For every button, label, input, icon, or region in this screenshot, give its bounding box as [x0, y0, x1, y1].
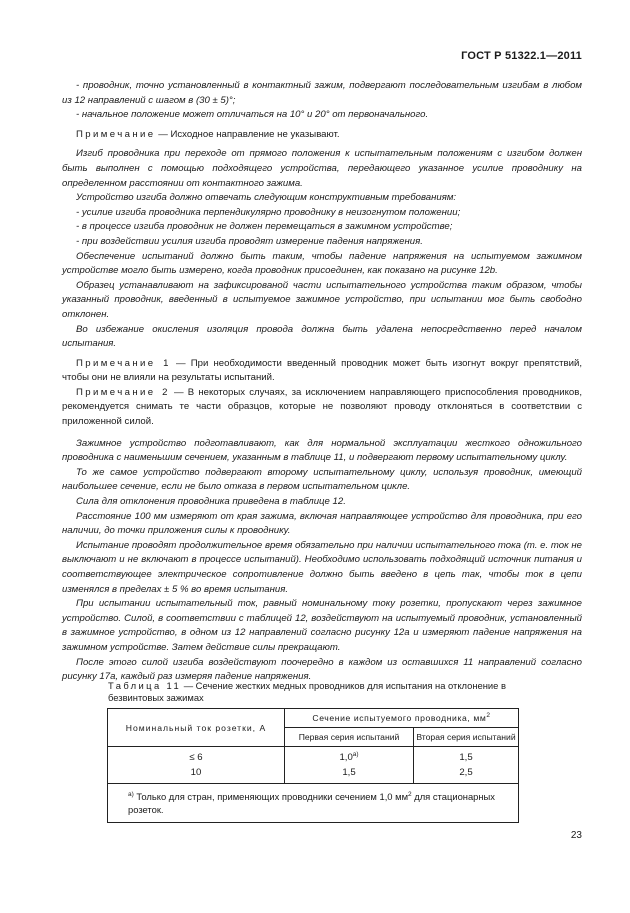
paragraph: Устройство изгиба должно отвечать следующим конструктивным требованиям: — [76, 192, 457, 204]
table-caption-label: Таблица 11 — [108, 680, 182, 691]
table-footnote — [108, 784, 519, 823]
table-caption — [108, 680, 528, 704]
first-value: 1,5 — [342, 767, 356, 778]
table-cell-second — [414, 747, 519, 784]
conductor-table — [107, 708, 519, 823]
document-header: ГОСТ Р 51322.1—2011 — [461, 50, 582, 62]
note — [62, 357, 582, 386]
paragraph: Зажимное устройство подготавливают, как для нормальной эксплуатации жесткого одножильного проводника с наименьшим сечением, указанным в таблице 11, и подвергают первому испытательному циклу. — [62, 437, 582, 464]
note — [62, 386, 582, 430]
paragraph: Изгиб проводника при переходе от прямого положения к испытательным положениям с изгибом должен быть выполнен с помощью подходящего устройства, передающего указанное усилие проводнику на определенном расстоянии от контактного зажима. — [62, 148, 582, 189]
note-label: Примечание 2 — [76, 386, 170, 398]
col-header-group-text: Сечение испытуемого проводника, мм — [312, 713, 487, 723]
current-value: ≤ 6 — [189, 752, 203, 763]
paragraph: Во избежание окисления изоляция провода должна быть удалена непосредственно перед началом испытания. — [62, 323, 582, 350]
first-value-text: 1,0 — [339, 752, 353, 763]
paragraph: Расстояние 100 мм измеряют от края зажима, включая направляющее устройство для проводника, при его наличии, до точки приложения силы к проводнику. — [62, 510, 582, 537]
footnote-sup: 2 — [408, 791, 412, 798]
table-cell-first — [285, 747, 414, 784]
paragraph: Образец устанавливают на зафиксированой части испытательного устройства таким образом, чтобы указанный проводник, введенный в испытуемое зажимное устройство, при испытании мог быть свободно отклонен. — [62, 279, 582, 320]
note — [62, 128, 582, 143]
col-header-current: Номинальный ток розетки, А — [108, 709, 285, 747]
paragraph: Сила для отклонения проводника приведена в таблице 12. — [76, 496, 346, 508]
page-number: 23 — [570, 830, 582, 841]
note-text: — В некоторых случаях, за исключением направляющего приспособления проводников, рекомендуется снимать те части образцов, которые не позволяют проводу отклоняться в соответствии с приложенной силой. — [62, 386, 582, 428]
first-value — [285, 750, 413, 765]
second-value: 2,5 — [459, 767, 473, 778]
note-text: — Исходное направление не указывают. — [155, 128, 340, 140]
col-header-group-sup: 2 — [486, 712, 491, 719]
footnote-mark: а) — [128, 791, 134, 798]
note-label: Примечание — [76, 128, 156, 140]
table-caption-text: — Сечение жестких медных проводников для испытания на отклонение в безвинтовых зажимах — [108, 680, 506, 703]
col-header-first: Первая серия испытаний — [285, 728, 414, 747]
paragraph: После этого силой изгиба воздействуют поочередно в каждом из оставшихся 11 направлений согласно рисунку 17а, каждый раз измеряя падение напряжения. — [62, 656, 582, 683]
document-body — [62, 79, 582, 685]
second-value: 1,5 — [459, 752, 473, 763]
col-header-second: Вторая серия испытаний — [414, 728, 519, 747]
col-header-group — [285, 709, 519, 728]
paragraph: Испытание проводят продолжительное время обязательно при наличии испытательного тока (т. е. ток не выключают и не включают в процессе испытаний). Необходимо использовать подходящий источник питания и соответствующее электрическое сопротивление должно быть введено в цепь так, чтобы ток в цепи изменялся в пределах ± 5 % во время испытания. — [62, 539, 582, 595]
paragraph: - в процессе изгиба проводник не должен перемещаться в зажимном устройстве; — [76, 221, 453, 233]
footnote-text-a: Только для стран, применяющих проводники сечением 1,0 мм — [136, 791, 409, 802]
table-cell-current — [108, 747, 285, 784]
paragraph: - при воздействии усилия изгиба проводят измерение падения напряжения. — [76, 235, 423, 247]
paragraph: - проводник, точно установленный в контактный зажим, подвергают последовательным изгибам в любом из 12 направлений с шагом в (30 ± 5)°; — [62, 80, 582, 106]
current-value: 10 — [190, 767, 202, 778]
paragraph: - начальное положение может отличаться на 10° и 20° от первоначального. — [76, 109, 429, 121]
note-label: Примечание 1 — [76, 357, 171, 369]
paragraph: Обеспечение испытаний должно быть таким, чтобы падение напряжения на испытуемом зажимном устройстве могло быть измерено, когда проводник присоединен, как показано на рисунке 12b. — [62, 250, 582, 277]
paragraph: То же самое устройство подвергают второму испытательному циклу, используя проводник, имеющий наибольшее сечение, если не было отказа в первом испытательном цикле. — [62, 466, 582, 493]
first-value-sup: а) — [352, 751, 359, 758]
note-text: — При необходимости введенный проводник может быть изогнут вокруг препятствий, чтобы они не влияли на результаты испытаний. — [62, 357, 582, 384]
paragraph: При испытании испытательный ток, равный номинальному току розетки, пропускают через зажимное устройство. Силой, в соответствии с таблицей 12, воздействуют на испытуемый проводник, установленный в зажимное устройство, в одном из 12 направлений согласно рисунку 12а и измеряют падение напряжения на зажимном устройстве. Затем действие силы прекращают. — [62, 598, 582, 653]
footnote-text-b: для стационарных розеток. — [128, 791, 495, 815]
paragraph: - усилие изгиба проводника перпендикулярно проводнику в неизогнутом положении; — [76, 206, 461, 218]
